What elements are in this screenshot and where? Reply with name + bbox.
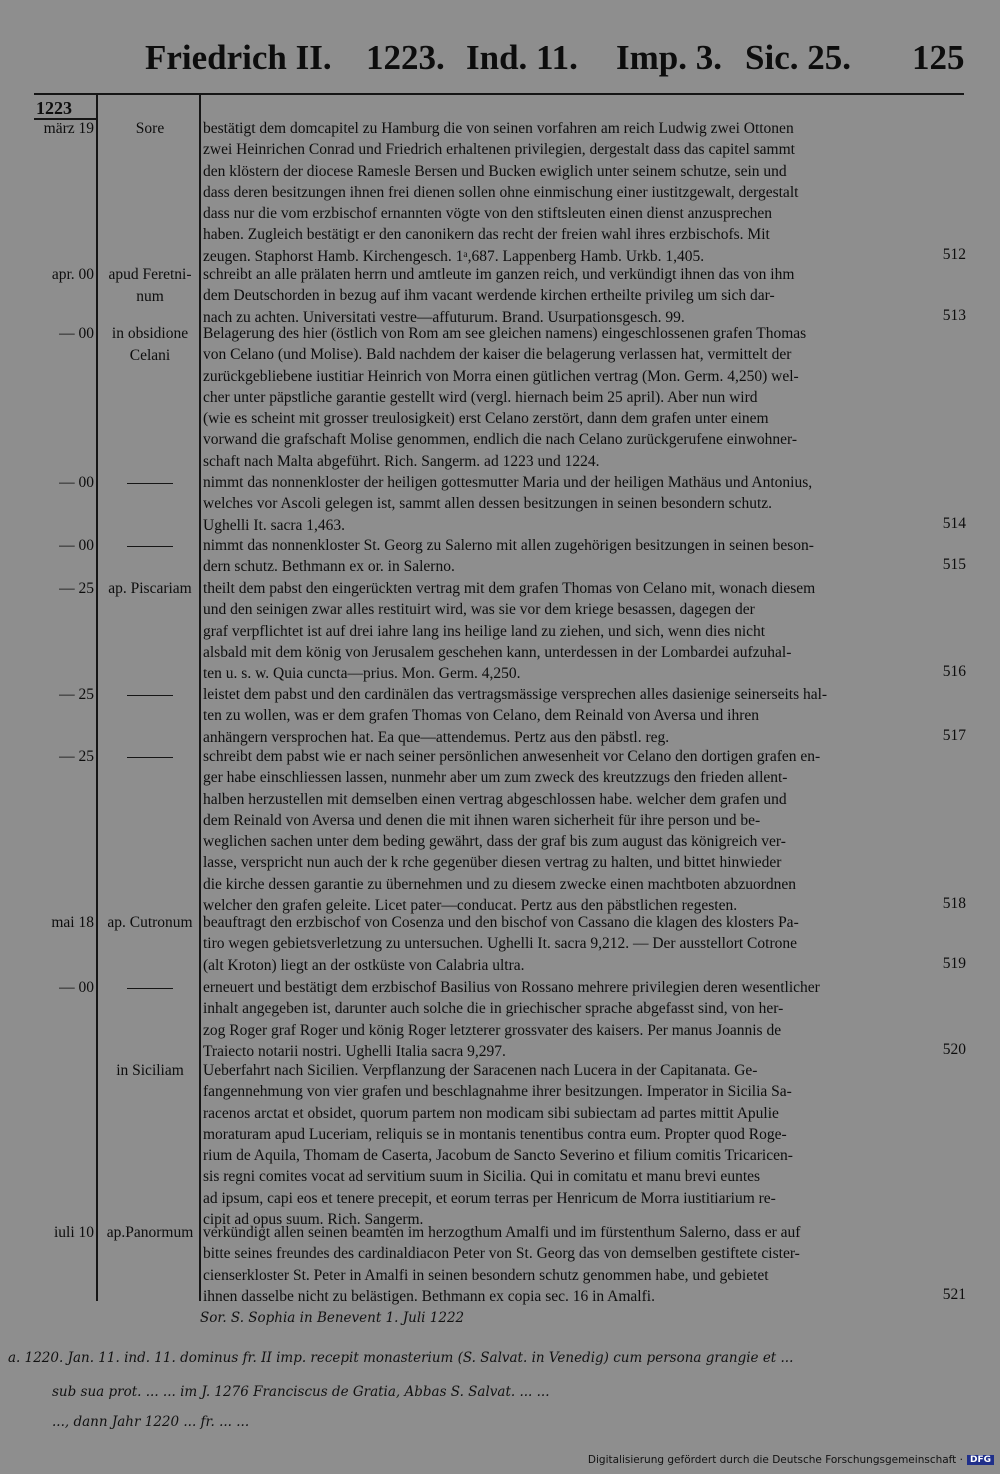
entry-place	[96, 912, 204, 934]
entry-text-line: bestätigt dem domcapitel zu Hamburg die von seinen vorfahren am reich Ludwig zwei Ottonen	[203, 120, 794, 137]
entry-text-line: von Celano (und Molise). Bald nachdem der kaiser die belagerung verlassen hat, vermittelt der	[203, 346, 792, 364]
entry-text-line: haben. Zugleich bestätigt er den canonikern das recht der freien wahl ihres erzbischofs. Mit	[203, 226, 770, 244]
header-sicilian-year: Sic. 25.	[745, 38, 851, 77]
entry-number: 514	[942, 514, 966, 532]
handwritten-note-line: ..., dann Jahr 1220 ... fr. ... ...	[52, 1414, 250, 1430]
ditto-dash	[127, 757, 173, 758]
entry-text	[203, 977, 820, 1062]
handwritten-note-line: a. 1220. Jan. 11. ind. 11. dominus fr. II imp. recepit monasterium (S. Salvat. in Venedig) cum persona grangie et ...	[8, 1350, 794, 1366]
entry-place-line: Sore	[135, 120, 165, 137]
top-rule	[34, 93, 964, 95]
entry-place	[96, 118, 204, 140]
entry-number: 515	[942, 556, 966, 574]
entry-text-line: alsbald mit dem könig von Jerusalem geschehen kann, unterdessen in der Lombardei aufzuhal-	[203, 643, 792, 661]
entry-text-line: lasse, verspricht nun auch der k rche gegenüber diesen vertrag zu halten, und bittet hinwieder	[203, 854, 782, 872]
dfg-logo: DFG	[967, 1455, 994, 1465]
entry-text	[203, 118, 798, 267]
entry-place	[96, 323, 204, 366]
entry-text-line: die kirche dessen garantie zu übernehmen und zu diesem zwecke einen machtboten abzuordnen	[203, 875, 797, 893]
entry-text-line: zwei Heinrichen Conrad und Friedrich erhaltenen privilegien, dergestalt dass das capitel sammt	[203, 141, 795, 159]
entry-text-line: dass deren besitzungen ihnen frei dienen sollen ohne einmischung einer iustitzgewalt, dergestalt	[203, 183, 799, 201]
entry-number: 518	[942, 895, 966, 913]
entry-text-line: ten zu wollen, was er dem grafen Thomas von Celano, dem Reinald von Aversa und ihren	[203, 707, 759, 725]
entry-place	[96, 264, 204, 307]
entry-text-line: erneuert und bestätigt dem erzbischof Basilius von Rossano mehrere privilegien deren wesentlicher	[203, 979, 820, 996]
entry-text-line: racenos arctat et obsidet, quorum partem non modicam sibi subiectam ad partes mittit Apulie	[203, 1104, 779, 1122]
handwritten-note-line: sub sua prot. ... ... im J. 1276 Franciscus de Gratia, Abbas S. Salvat. ... ...	[52, 1384, 550, 1400]
entry-text-line: den klöstern der diocese Ramesle Bersen und Bucken ewiglich unter seinem schutze, sein und	[203, 162, 787, 180]
entry-text-line: bitte seines freundes des cardinaldiacon Peter von St. Georg das von demselben gestiftete cister-	[203, 1245, 800, 1263]
entry-number: 519	[942, 954, 966, 972]
ditto-dash	[127, 695, 173, 696]
entry-text-line: Belagerung des hier (östlich von Rom am see gleichen namens) eingeschlossenen grafen Thomas	[203, 325, 807, 342]
entry-date: mai 18	[51, 914, 94, 931]
entry-date: — 00	[59, 325, 94, 342]
entry-date: — 25	[59, 580, 94, 597]
entry-place-line: in Siciliam	[116, 1062, 184, 1079]
entry-place-line: Celani	[129, 346, 171, 364]
entry-date: — 25	[59, 686, 94, 703]
entry-text-line: theilt dem pabst den eingerückten vertrag mit dem grafen Thomas von Celano mit, wonach diesem	[203, 580, 816, 597]
entry-text-line: beauftragt den erzbischof von Cosenza und den bischof von Cassano die klagen des klosters Pa-	[203, 914, 799, 931]
entry-text-line: zurückgebliebene iustitiar Heinrich von Morra einen gütlichen vertrag (Mon. Germ. 4,250) wel-	[203, 367, 799, 385]
entry-place-line: in obsidione	[111, 325, 189, 342]
entry-text-line: Traiecto notarii nostri. Ughelli Italia sacra 9,297.	[203, 1042, 506, 1060]
entry-text	[203, 264, 794, 328]
entry-number: 521	[942, 1285, 966, 1303]
entry-place-line: apud Feretni-	[108, 266, 192, 283]
entry-text-line: dass nur die vom erzbischof ernannten vögte von den stiftsleuten einen dienst anzusprechen	[203, 205, 773, 223]
entry-text-line: (wie es scheint mit grosser treulosigkeit) erst Celano zerstört, dann dem grafen unter einem	[203, 410, 769, 428]
entry-date: märz 19	[43, 120, 94, 137]
entry-place-line: ap. Cutronum	[107, 914, 193, 931]
entry-place-line: ap.Panormum	[106, 1224, 194, 1241]
entry-text-line: tiro wegen gebietsverletzung zu untersuchen. Ughelli It. sacra 9,212. — Der ausstellort Cotrone	[203, 935, 797, 953]
entry-text-line: sis regni comites vocat ad servitium suum in Sicilia. Qui in comitatu et manu brevi euntes	[203, 1168, 761, 1186]
entry-text	[203, 323, 806, 472]
entry-text	[203, 746, 820, 916]
entry-text-line: verkündigt allen seinen beamten im herzogthum Amalfi und im fürstenthum Salerno, dass er auf	[203, 1224, 801, 1241]
header-ruler: Friedrich II.	[145, 38, 332, 77]
entry-text-line: leistet dem pabst und den cardinälen das vertragsmässige versprechen alles dasienige seinerseits hal-	[203, 686, 828, 703]
entry-text-line: rium de Aquila, Thomam de Caserta, Jacobum de Sancto Severino et filium comitis Tricaricen-	[203, 1147, 793, 1165]
entry-text-line: schreibt an alle prälaten herrn und amtleute im ganzen reich, und verkündigt ihnen das von ihm	[203, 266, 795, 283]
entry-place-line: ap. Piscariam	[108, 580, 192, 597]
entry-text-line: graf verpflichtet ist auf drei iahre lang ins heilige land zu ziehen, und sich, wenn dies nicht	[203, 622, 766, 640]
entry-number: 520	[942, 1040, 966, 1058]
entry-text	[203, 535, 814, 578]
entry-text	[203, 1222, 800, 1307]
entry-place	[96, 578, 204, 600]
ditto-dash	[127, 483, 173, 484]
entry-date: iuli 10	[53, 1224, 94, 1241]
running-header	[0, 38, 1000, 78]
entry-date: apr. 00	[51, 266, 94, 283]
entry-text-line: cipit ad opus suum. Rich. Sangerm.	[203, 1211, 424, 1229]
header-year: 1223.	[366, 38, 445, 77]
entry-place	[96, 1060, 204, 1082]
entry-text-line: schaft nach Malta abgeführt. Rich. Sangerm. ad 1223 und 1224.	[203, 452, 600, 470]
ditto-dash	[127, 988, 173, 989]
header-imperial-year: Imp. 3.	[616, 38, 722, 77]
entry-text-line: zeugen. Staphorst Hamb. Kirchengesch. 1ᵃ,687. Lappenberg Hamb. Urkb. 1,405.	[203, 247, 705, 265]
handwritten-note-line: Sor. S. Sophia in Benevent 1. Juli 1222	[200, 1310, 465, 1326]
entry-place	[96, 535, 204, 557]
entry-date: — 00	[59, 537, 94, 554]
entry-text-line: nimmt das nonnenkloster der heiligen gottesmutter Maria und der heiligen Mathäus und Antonius,	[203, 474, 813, 491]
entry-place	[96, 1222, 204, 1244]
entry-text	[203, 684, 827, 748]
entry-text-line: ihnen dasselbe nicht zu belästigen. Bethmann ex copia sec. 16 in Amalfi.	[203, 1287, 655, 1305]
entry-date: — 25	[59, 748, 94, 765]
entry-text-line: weglichen sachen unter dem beding gewährt, dass der graf bis zum august das königreich ver-	[203, 833, 786, 851]
entry-text-line: ger habe einschliessen lassen, nunmehr aber um zum zweck des kreutzzugs den frieden allent-	[203, 769, 788, 787]
entry-text-line: schreibt dem pabst wie er nach seiner persönlichen anwesenheit vor Celano den dortigen grafen en-	[203, 748, 821, 765]
entry-text-line: cher unter päpstliche garantie gestellt wird (vergl. hiernach beim 25 april). Aber nun wird	[203, 388, 758, 406]
entry-date: — 00	[59, 474, 94, 491]
entry-place	[96, 684, 204, 706]
entry-number: 512	[942, 245, 966, 263]
year-label: 1223	[36, 98, 72, 118]
entry-text-line: dem Reinald von Aversa und denen die mit ihnen waren sicherheit für ihre person und be-	[203, 811, 761, 829]
entry-text-line: cienserkloster St. Peter in Amalfi in seinen besondern schutz genommen habe, und gebietet	[203, 1266, 769, 1284]
entry-text-line: nach zu achten. Universitati vestre—affuturum. Brand. Usurpationsgesch. 99.	[203, 308, 685, 326]
entry-text-line: zog Roger graf Roger und könig Roger letzterer grossvater des kaisers. Per manus Joannis de	[203, 1021, 782, 1039]
page-number: 125	[912, 38, 965, 77]
entry-text-line: halben herzustellen mit demselben einen vertrag abgeschlossen habe. welcher dem grafen und	[203, 790, 787, 808]
entry-text-line: fangennehmung von vier grafen und beschlagnahme ihrer besitzungen. Imperator in Sicilia Sa-	[203, 1083, 792, 1101]
entry-text	[203, 578, 815, 684]
entry-text	[203, 472, 812, 536]
entry-place	[96, 472, 204, 494]
entry-text	[203, 1060, 793, 1230]
entry-place	[96, 977, 204, 999]
entry-text-line: welches vor Ascoli gelegen ist, sammt allen dessen besitzungen in seinen besondern schutz.	[203, 495, 773, 513]
entry-number: 517	[942, 726, 966, 744]
entry-text-line: dem Deutschorden in bezug auf ihm vacant werdende kirchen ertheilte privileg um sich dar-	[203, 287, 775, 305]
entry-text-line: Ueberfahrt nach Sicilien. Verpflanzung der Saracenen nach Lucera in der Capitanata. Ge-	[203, 1062, 758, 1079]
entry-place-line: num	[136, 287, 164, 305]
entry-text-line: dern schutz. Bethmann ex or. in Salerno.	[203, 558, 455, 576]
entry-text-line: moraturam apud Luceriam, reliquis se in montanis tenentibus contra eum. Propter quod Roge-	[203, 1125, 787, 1143]
entry-date: — 00	[59, 979, 94, 996]
digitization-credit	[588, 1454, 994, 1466]
header-indiction: Ind. 11.	[466, 38, 578, 77]
entry-text-line: und den seinigen zwar alles restituirt wird, was sie vor dem kriege besassen, dagegen der	[203, 601, 755, 619]
entry-text-line: welcher den grafen geleite. Licet pater—conducat. Pertz aus den päbstlichen regesten.	[203, 897, 738, 915]
entry-text-line: vorwand die grafschaft Molise genommen, endlich die nach Celano zurückgerufene einwohner-	[203, 431, 798, 449]
entry-text-line: Ughelli It. sacra 1,463.	[203, 516, 346, 534]
ditto-dash	[127, 546, 173, 547]
entry-text	[203, 912, 799, 976]
entry-number: 516	[942, 663, 966, 681]
credit-text: Digitalisierung gefördert durch die Deutsche Forschungsgemeinschaft ·	[587, 1454, 963, 1466]
entry-text-line: anhängern versprochen hat. Ea que—attendemus. Pertz aus den päbstl. reg.	[203, 728, 670, 746]
entry-text-line: inhalt angegeben ist, darunter auch solche die in griechischer sprache abgefasst sind, von her-	[203, 1000, 784, 1018]
entry-place	[96, 746, 204, 768]
entry-text-line: ten u. s. w. Quia cuncta—prius. Mon. Germ. 4,250.	[203, 665, 521, 683]
entry-text-line: (alt Kroton) liegt an der ostküste von Calabria ultra.	[203, 956, 525, 974]
entry-text-line: ad ipsum, capi eos et tenere precepit, et eorum terras per Henricum de Morra iustitiarium re-	[203, 1189, 776, 1207]
entry-text-line: nimmt das nonnenkloster St. Georg zu Salerno mit allen zugehörigen besitzungen in seinen beson-	[203, 537, 814, 554]
entry-number: 513	[942, 306, 966, 324]
